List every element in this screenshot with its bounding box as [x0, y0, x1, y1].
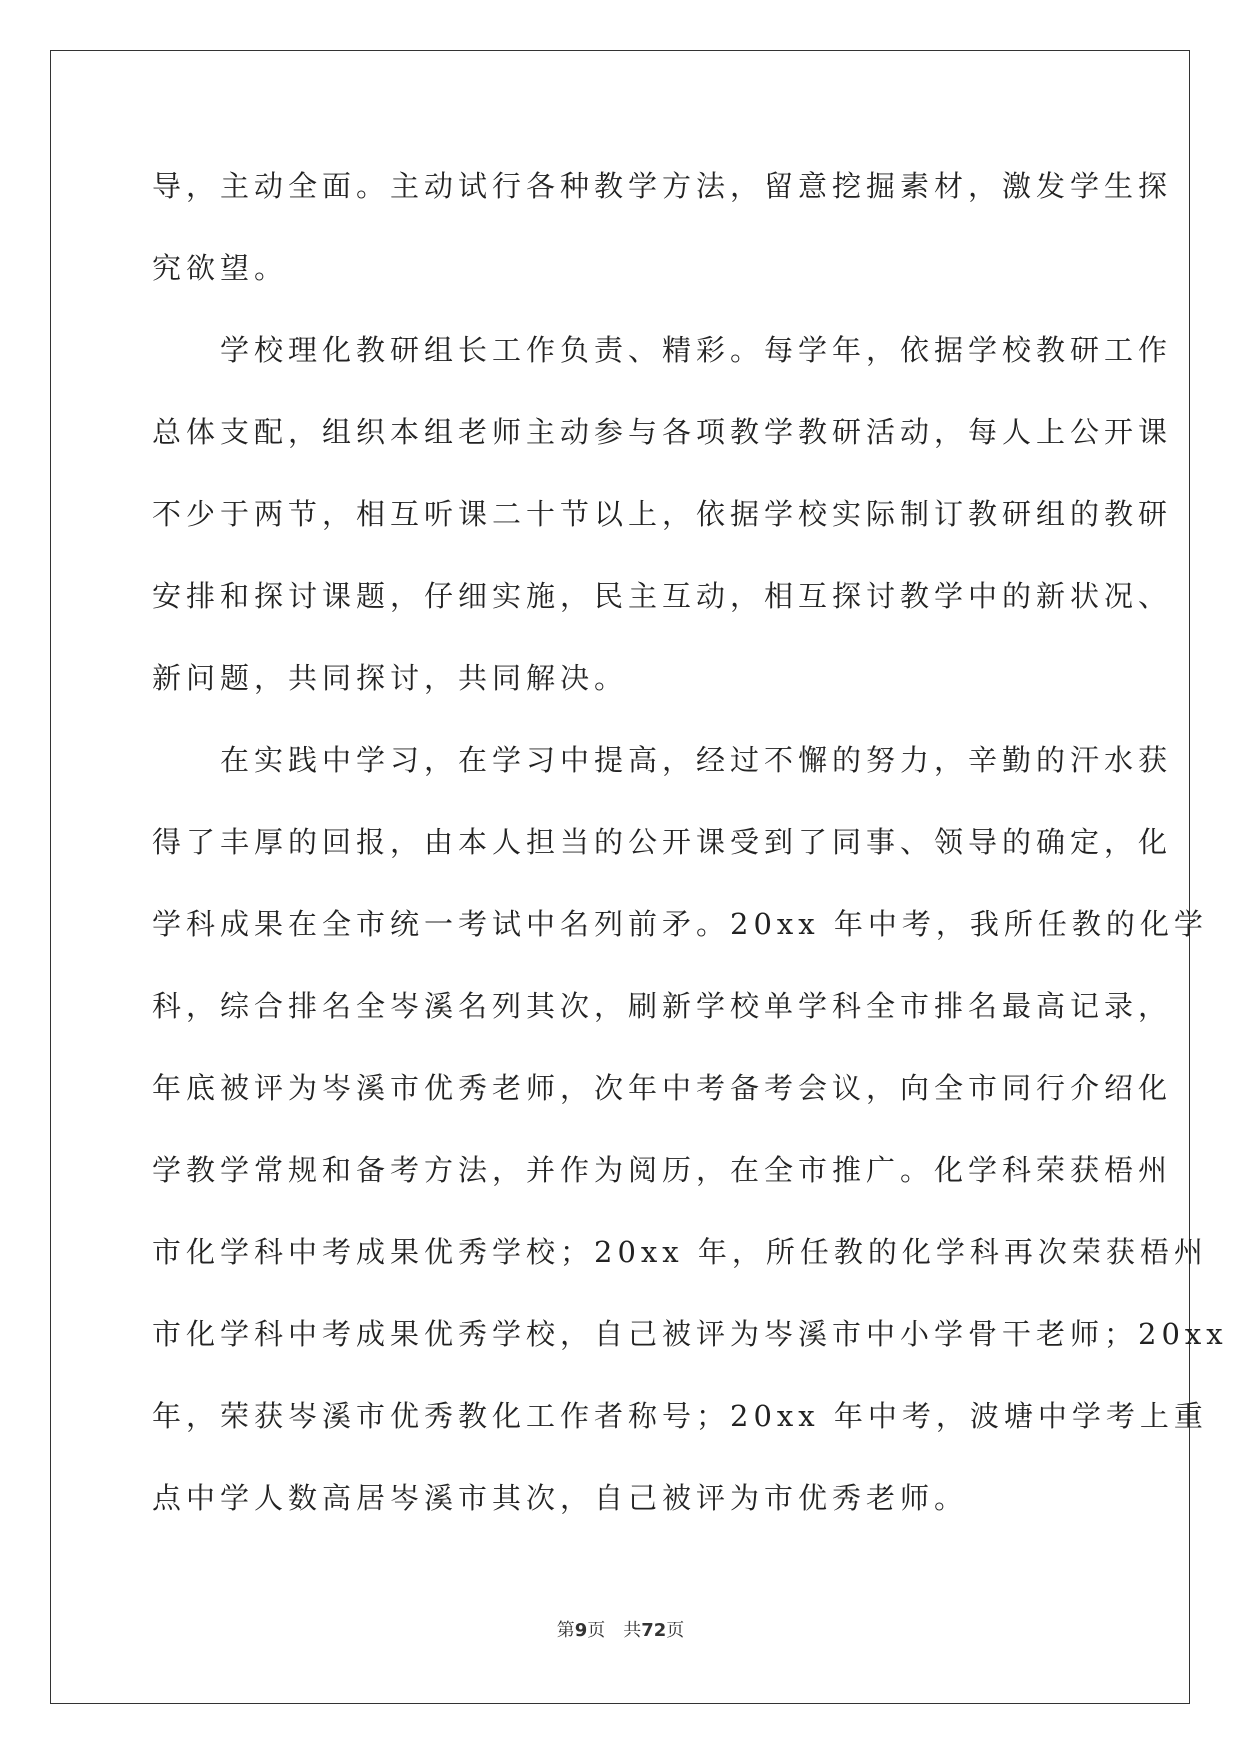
page-number: 9	[574, 1620, 588, 1641]
text-line: 科，综合排名全岑溪名列其次，刷新学校单学科全市排名最高记录，	[152, 989, 1173, 1023]
text-line: 学校理化教研组长工作负责、精彩。每学年，依据学校教研工作	[152, 333, 1173, 367]
page-prefix: 第	[556, 1620, 575, 1641]
page-footer	[0, 1616, 1241, 1642]
text-line: 得了丰厚的回报，由本人担当的公开课受到了同事、领导的确定，化	[152, 825, 1173, 859]
document-body	[152, 162, 1228, 1556]
text-line: 不少于两节，相互听课二十节以上，依据学校实际制订教研组的教研	[152, 497, 1173, 531]
text-line: 市化学科中考成果优秀学校；20xx 年，所任教的化学科再次荣获梧州	[152, 1235, 1208, 1269]
text-line: 新问题，共同探讨，共同解决。	[152, 661, 629, 695]
text-line: 年，荣获岑溪市优秀教化工作者称号；20xx 年中考，波塘中学考上重	[152, 1399, 1208, 1433]
total-pages: 72	[641, 1620, 667, 1641]
text-line: 在实践中学习，在学习中提高，经过不懈的努力，辛勤的汗水获	[152, 743, 1173, 777]
text-line: 导，主动全面。主动试行各种教学方法，留意挖掘素材，激发学生探	[152, 169, 1173, 203]
page-suffix: 页	[587, 1620, 606, 1641]
text-line: 点中学人数高居岑溪市其次，自己被评为市优秀老师。	[152, 1481, 969, 1515]
text-line: 市化学科中考成果优秀学校，自己被评为岑溪市中小学骨干老师；20xx	[152, 1317, 1228, 1351]
text-line: 年底被评为岑溪市优秀老师，次年中考备考会议，向全市同行介绍化	[152, 1071, 1173, 1105]
text-line: 总体支配，组织本组老师主动参与各项教学教研活动，每人上公开课	[152, 415, 1173, 449]
total-prefix: 共	[623, 1620, 642, 1641]
text-line: 学教学常规和备考方法，并作为阅历，在全市推广。化学科荣获梧州	[152, 1153, 1173, 1187]
text-line: 学科成果在全市统一考试中名列前矛。20xx 年中考，我所任教的化学	[152, 907, 1208, 941]
total-suffix: 页	[666, 1620, 685, 1641]
text-line: 安排和探讨课题，仔细实施，民主互动，相互探讨教学中的新状况、	[152, 579, 1173, 613]
text-line: 究欲望。	[152, 251, 289, 285]
